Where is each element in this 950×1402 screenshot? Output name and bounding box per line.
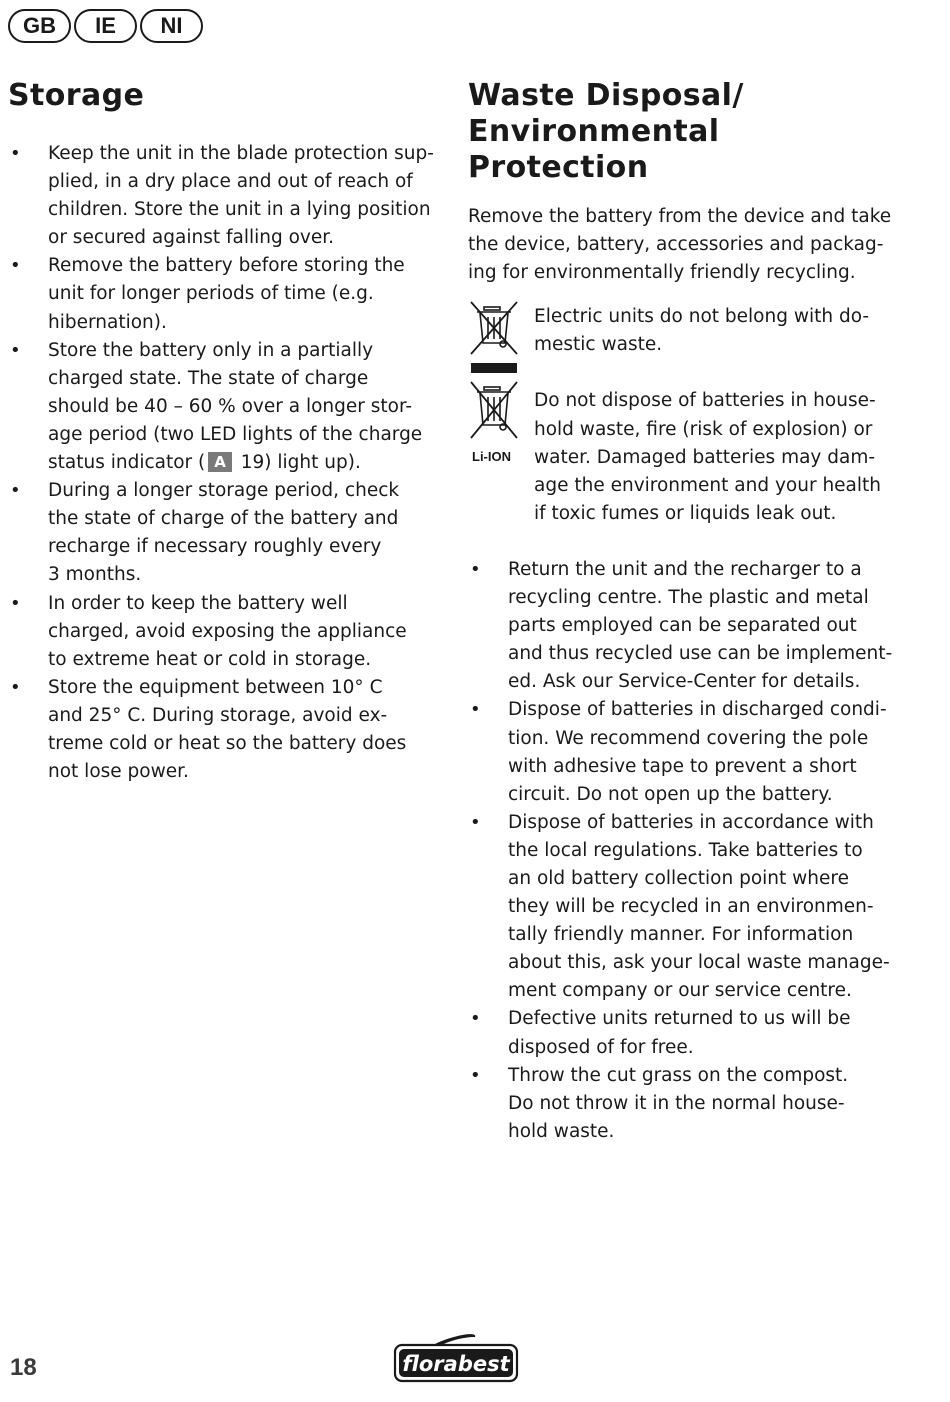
- bullet-icon: •: [10, 480, 21, 502]
- weee-symbol-row: [468, 303, 908, 359]
- bullet-icon: •: [470, 1008, 481, 1030]
- language-tab-ie: IE: [74, 9, 137, 43]
- battery-symbol-text: Do not dispose of batteries in house- hold waste, fire (risk of explosion) or water. Damaged batteries may dam- age the environment and your health if toxic fumes or liquids leak out.: [534, 390, 882, 524]
- florabest-logo: [393, 1331, 519, 1387]
- language-tab-gb: GB: [8, 9, 71, 43]
- list-item-text: Store the equipment between 10° C and 25° C. During storage, avoid ex- treme cold or heat so the battery does not lose power.: [48, 676, 407, 783]
- list-item-text: Dispose of batteries in discharged condi- tion. We recommend covering the pole with adhesive tape to prevent a short circuit. Do not open up the battery.: [508, 699, 887, 805]
- bullet-icon: •: [10, 255, 21, 277]
- bullet-icon: •: [470, 811, 481, 833]
- list-item: [468, 1062, 908, 1146]
- bullet-icon: •: [10, 339, 21, 361]
- list-item-text-before-badge: Store the battery only in a partially charged state. The state of charge should be 40 – 60 % over a longer stor- age period (two LED lights of the charge status indicator (: [48, 339, 423, 474]
- bullet-icon: •: [10, 592, 21, 614]
- bullet-icon: •: [470, 1064, 481, 1086]
- weee-symbol-text: Electric units do not belong with do- mestic waste.: [534, 306, 870, 356]
- battery-symbol-row: [468, 387, 908, 527]
- list-item: [8, 337, 448, 477]
- bullet-icon: •: [10, 676, 21, 698]
- page-number: 18: [10, 1354, 37, 1381]
- list-item-text: In order to keep the battery well charged, avoid exposing the appliance to extreme heat or cold in storage.: [48, 592, 407, 670]
- list-item: [468, 696, 908, 808]
- bullet-icon: •: [470, 699, 481, 721]
- list-item: [8, 252, 448, 336]
- heading-line-1: Waste Disposal/: [468, 78, 744, 113]
- list-item: [8, 140, 448, 252]
- language-tabs: [8, 9, 203, 43]
- intro-paragraph: Remove the battery from the device and take the device, battery, accessories and packag- ing for environmentally friendly recycling.: [468, 206, 892, 284]
- crossed-out-bin-icon: [468, 299, 520, 383]
- list-item-text: Defective units returned to us will be disposed of for free.: [508, 1008, 851, 1058]
- list-item-text: Keep the unit in the blade protection sup- plied, in a dry place and out of reach of children. Store the unit in a lying position or secured against falling over.: [48, 143, 434, 249]
- disposal-bullet-list: [468, 556, 908, 1146]
- bullet-icon: •: [10, 143, 21, 164]
- figure-reference-badge: A: [208, 452, 232, 472]
- list-item-text: During a longer storage period, check the state of charge of the battery and recharge if necessary roughly every 3 months.: [48, 480, 400, 586]
- list-item: [8, 674, 448, 786]
- crossed-out-battery-bin-icon: [468, 381, 520, 447]
- storage-bullet-list: [8, 140, 448, 786]
- list-item: [468, 1005, 908, 1061]
- language-tab-ni: NI: [140, 9, 203, 43]
- list-item: [468, 809, 908, 1006]
- bullet-icon: •: [470, 558, 481, 580]
- heading-line-2: Environmental Protection: [468, 114, 720, 185]
- waste-disposal-heading: [468, 78, 908, 186]
- logo-text: florabest: [402, 1352, 510, 1376]
- list-item: [468, 556, 908, 696]
- list-item-text: Throw the cut grass on the compost. Do not throw it in the normal house- hold waste.: [508, 1064, 849, 1142]
- list-item-text: Remove the battery before storing the unit for longer periods of time (e.g. hibernation).: [48, 255, 405, 333]
- list-item-text-after-badge: 19) light up).: [234, 452, 361, 474]
- storage-heading: Storage: [8, 78, 145, 113]
- waste-disposal-section: [468, 74, 908, 1146]
- li-ion-label: Li-ION: [472, 449, 511, 465]
- list-item-text: Return the unit and the recharger to a recycling centre. The plastic and metal parts employed can be separated out and thus recycled use can be implement- ed. Ask our Service-Center for details.: [508, 558, 893, 693]
- list-item: [8, 477, 448, 589]
- storage-section: [8, 74, 448, 786]
- list-item-text: Dispose of batteries in accordance with the local regulations. Take batteries to an old battery collection point where they will be recycled in an environmen- tally friendly manner. For information about this, ask your local waste manage- ment company or our service centre.: [508, 811, 890, 1002]
- list-item: [8, 590, 448, 674]
